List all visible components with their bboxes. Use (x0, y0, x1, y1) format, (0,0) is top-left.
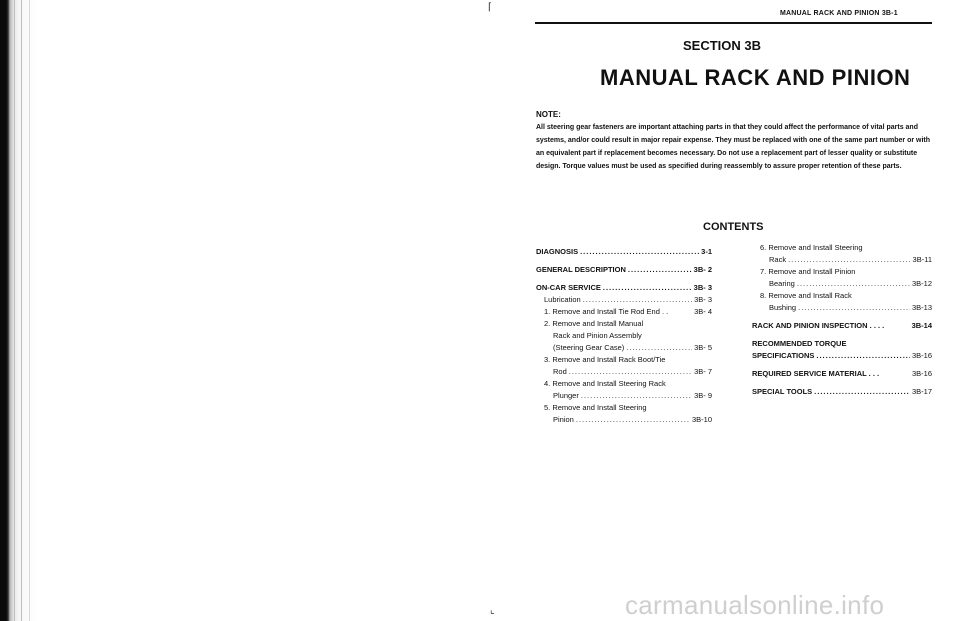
toc-entry-on-car-service[interactable] (536, 282, 712, 294)
toc-label: Bushing (769, 303, 797, 312)
binding-streak (14, 0, 15, 621)
toc-entry-lubrication[interactable] (536, 294, 712, 306)
binding-streak (21, 0, 22, 621)
contents-heading: CONTENTS (703, 221, 764, 233)
note-label: NOTE: (536, 110, 561, 119)
toc-leader (788, 254, 910, 266)
section-title: SECTION 3B (683, 38, 762, 53)
toc-label: (Steering Gear Case) (553, 343, 625, 352)
toc-label: Bearing (769, 279, 795, 288)
toc-entry-rack-plunger-line1[interactable]: 4. Remove and Install Steering Rack (544, 379, 666, 388)
running-head: MANUAL RACK AND PINION 3B-1 (780, 10, 898, 17)
toc-page: 3B-14 (911, 321, 932, 330)
toc-page: 3B- 5 (694, 343, 712, 352)
toc-page: 3B- 2 (693, 265, 712, 274)
toc-label: 1. Remove and Install Tie Rod End . . (544, 307, 669, 316)
toc-entry-steering-rack-line1[interactable]: 6. Remove and Install Steering (760, 243, 863, 252)
toc-page: 3B-17 (911, 387, 932, 396)
toc-entry-torque-line2[interactable] (752, 350, 932, 362)
toc-leader (583, 294, 692, 306)
toc-entry-general-description[interactable] (536, 264, 712, 276)
toc-label: REQUIRED SERVICE MATERIAL . . . (752, 369, 880, 378)
toc-leader (814, 386, 910, 398)
corner-mark: ⌈ (488, 2, 492, 13)
corner-mark: ⌞ (490, 605, 495, 616)
toc-page: 3B-16 (911, 351, 932, 360)
toc-leader (816, 350, 910, 362)
toc-leader (569, 366, 692, 378)
toc-page: 3B- 7 (694, 367, 712, 376)
toc-entry-inspection[interactable] (752, 320, 932, 332)
toc-page: 3B- 3 (693, 283, 712, 292)
toc-leader (628, 264, 692, 276)
toc-entry-rack-boot-line2[interactable] (536, 366, 712, 378)
toc-leader (580, 246, 699, 258)
toc-label: DIAGNOSIS (536, 247, 579, 256)
toc-leader (576, 414, 690, 426)
binding-streak (29, 0, 30, 621)
toc-page: 3-1 (701, 247, 712, 256)
toc-entry-rack-bushing-line1[interactable]: 8. Remove and Install Rack (760, 291, 852, 300)
toc-entry-pinion-bearing-line1[interactable]: 7. Remove and Install Pinion (760, 267, 856, 276)
note-text: All steering gear fasteners are important attaching parts in that they could affect the performance of vital parts and systems, and/or could result in major repair expense. They must be replaced with one of the same part number or with an equivalent part if replacement becomes necessary. Do not use a replacement part of lesser quality or substitute design. Torque values must be used as specified during reassembly to assure proper retention of these parts. (536, 124, 931, 170)
page-title: MANUAL RACK AND PINION (600, 65, 911, 90)
toc-leader (603, 282, 692, 294)
toc-left-column (536, 244, 712, 426)
toc-label: SPECIAL TOOLS (752, 387, 813, 396)
toc-leader (797, 278, 910, 290)
toc-entry-special-tools[interactable] (752, 386, 932, 398)
toc-page: 3B- 4 (694, 307, 712, 316)
toc-label: Pinion (553, 415, 574, 424)
toc-label: ON-CAR SERVICE (536, 283, 601, 292)
toc-entry-pinion-bearing-line2[interactable] (752, 278, 932, 290)
toc-label: Lubrication (544, 295, 581, 304)
toc-label: GENERAL DESCRIPTION (536, 265, 626, 274)
toc-entry-steering-pinion-line2[interactable] (536, 414, 712, 426)
toc-page: 3B- 3 (694, 295, 712, 304)
toc-entry-steering-pinion-line1[interactable]: 5. Remove and Install Steering (544, 403, 647, 412)
toc-entry-service-material[interactable] (752, 368, 932, 380)
toc-leader (626, 342, 692, 354)
header-rule (535, 22, 932, 24)
toc-page: 3B-10 (691, 415, 712, 424)
toc-entry-manual-rack-line1[interactable]: 2. Remove and Install Manual (544, 319, 644, 328)
toc-entry-rack-plunger-line2[interactable] (536, 390, 712, 402)
toc-entry-steering-rack-line2[interactable] (752, 254, 932, 266)
toc-label: RACK AND PINION INSPECTION . . . . (752, 321, 885, 330)
toc-entry-manual-rack-line3[interactable] (536, 342, 712, 354)
toc-entry-torque-line1[interactable]: RECOMMENDED TORQUE (752, 339, 847, 348)
toc-right-column (752, 242, 932, 398)
toc-entry-rack-bushing-line2[interactable] (752, 302, 932, 314)
toc-label: Plunger (553, 391, 579, 400)
toc-page: 3B-16 (911, 369, 932, 378)
toc-entry-diagnosis[interactable] (536, 246, 712, 258)
toc-page: 3B- 9 (694, 391, 712, 400)
toc-leader (798, 302, 910, 314)
toc-entry-tie-rod-end[interactable] (536, 306, 712, 318)
toc-label: SPECIFICATIONS (752, 351, 815, 360)
toc-label: Rack (769, 255, 787, 264)
toc-page: 3B-13 (911, 303, 932, 312)
toc-page: 3B-11 (912, 255, 932, 264)
toc-leader (581, 390, 692, 402)
toc-label: Rod (553, 367, 567, 376)
watermark: carmanualsonline.info (625, 590, 885, 620)
toc-page: 3B-12 (911, 279, 932, 288)
toc-entry-rack-boot-line1[interactable]: 3. Remove and Install Rack Boot/Tie (544, 355, 666, 364)
toc-entry-manual-rack-line2[interactable]: Rack and Pinion Assembly (553, 331, 642, 340)
page-binding-edge (0, 0, 38, 621)
